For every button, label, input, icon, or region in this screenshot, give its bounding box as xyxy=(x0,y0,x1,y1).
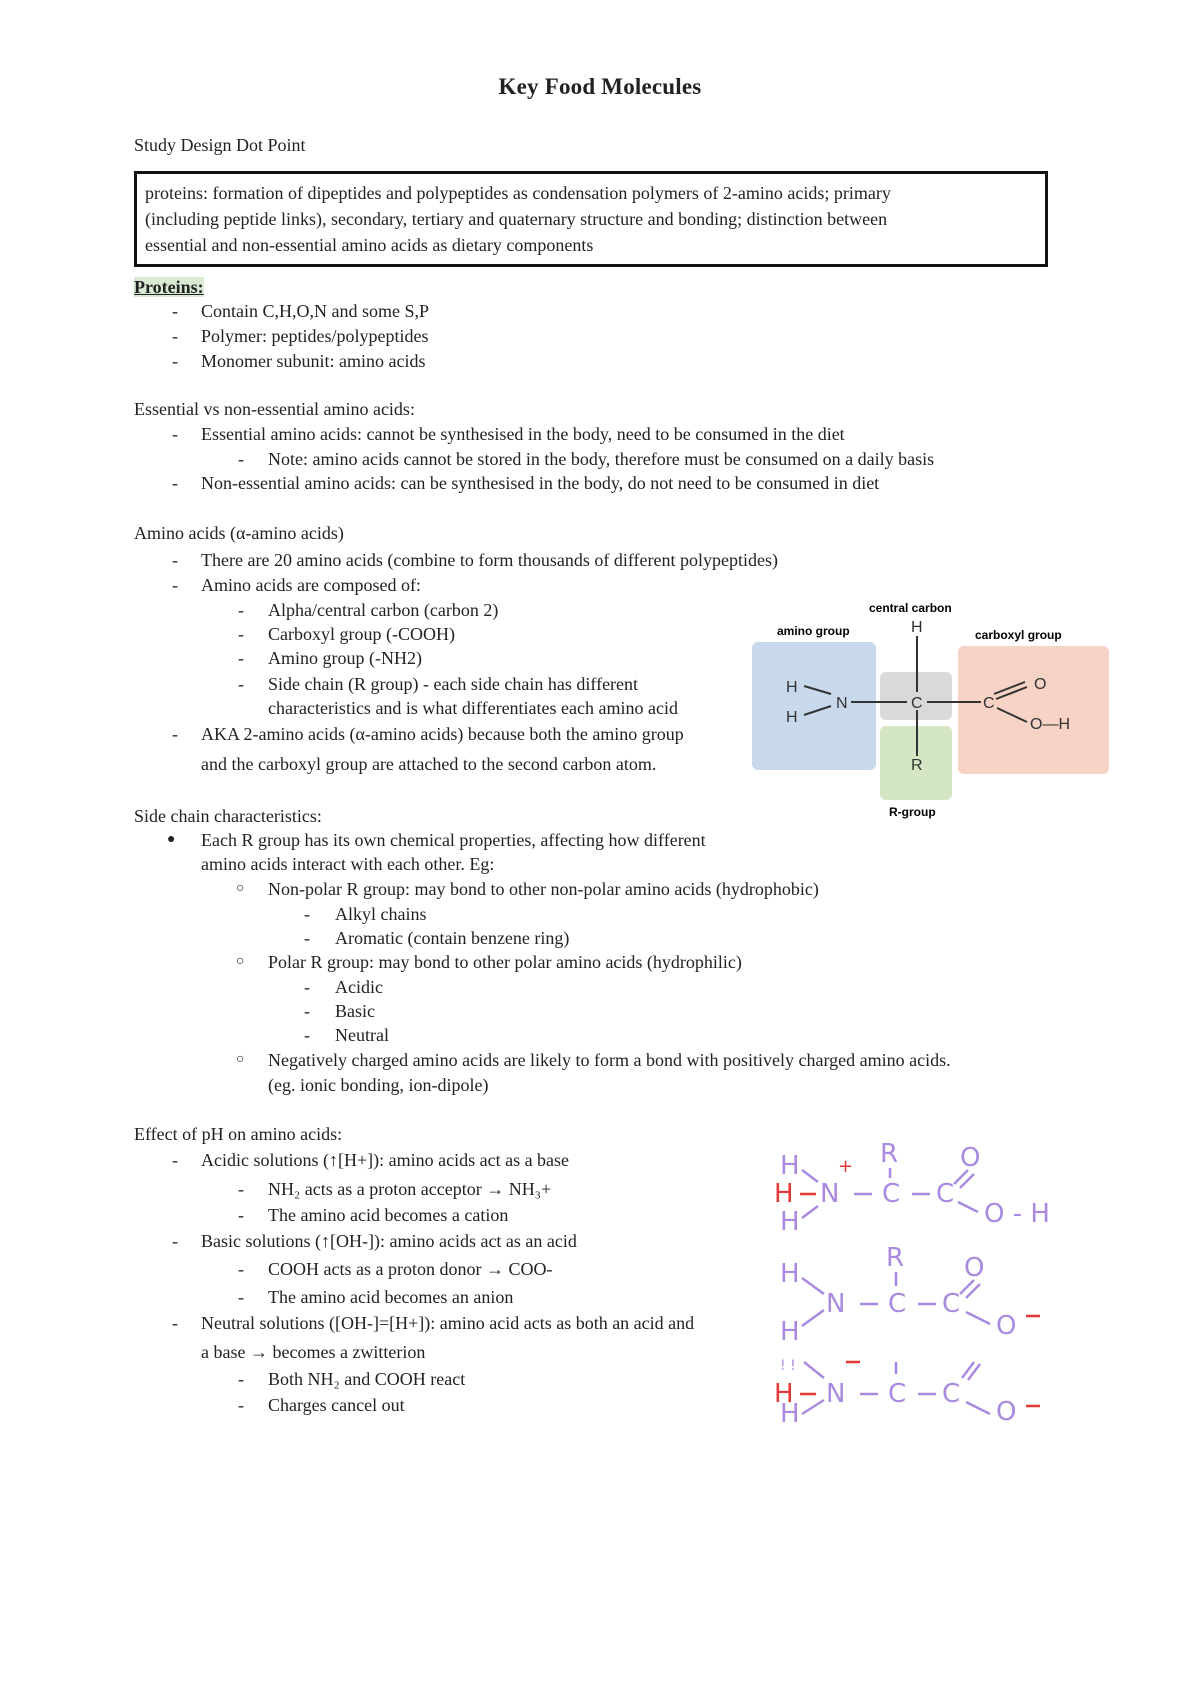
list-item: There are 20 amino acids (combine to form thousands of different polypeptides) xyxy=(201,550,778,570)
list-item: AKA 2-amino acids (α-amino acids) because both the amino group xyxy=(201,724,684,744)
carboxyl-group-label: carboxyl group xyxy=(975,628,1062,642)
circle-bullet-icon: ○ xyxy=(236,881,245,896)
list-item-continued: (eg. ionic bonding, ion-dipole) xyxy=(268,1075,489,1095)
list-item: Aromatic (contain benzene ring) xyxy=(335,928,570,948)
svg-text:O—H: O—H xyxy=(1030,716,1070,733)
svg-text:O: O xyxy=(960,1143,981,1173)
cation-structure xyxy=(774,1139,1050,1237)
svg-text:H: H xyxy=(786,679,798,696)
list-item: The amino acid becomes a cation xyxy=(268,1205,509,1225)
svg-text:O: O xyxy=(996,1311,1017,1341)
svg-text:C: C xyxy=(888,1289,907,1319)
list-item: Note: amino acids cannot be stored in the body, therefore must be consumed on a daily basis xyxy=(268,449,935,469)
circle-bullet-icon: ○ xyxy=(236,954,245,969)
list-item: Polymer: peptides/polypeptides xyxy=(201,326,429,346)
list-item: Negatively charged amino acids are likely to form a bond with positively charged amino acids. xyxy=(268,1050,951,1070)
list-item: Monomer subunit: amino acids xyxy=(201,351,426,371)
list-item: Essential amino acids: cannot be synthesised in the body, need to be consumed in the diet xyxy=(201,424,845,444)
list-item-continued: and the carboxyl group are attached to the second carbon atom. xyxy=(201,754,657,774)
anion-structure xyxy=(780,1243,1040,1347)
list-item-continued: characteristics and is what differentiates each amino acid xyxy=(268,698,678,718)
svg-text:C: C xyxy=(888,1379,907,1409)
svg-text:H: H xyxy=(780,1259,800,1289)
study-design-line: (including peptide links), secondary, tertiary and quaternary structure and bonding; distinction between xyxy=(145,209,888,229)
svg-text:O: O xyxy=(1034,676,1047,693)
side-chain-heading: Side chain characteristics: xyxy=(134,806,322,826)
svg-text:C: C xyxy=(936,1179,955,1209)
svg-text:C: C xyxy=(911,695,923,712)
list-item: Polar R group: may bond to other polar amino acids (hydrophilic) xyxy=(268,952,742,972)
zwitterion-structure xyxy=(774,1358,1040,1429)
list-item: Basic xyxy=(335,1001,375,1021)
list-item: Each R group has its own chemical properties, affecting how different xyxy=(201,830,706,850)
study-design-line: proteins: formation of dipeptides and polypeptides as condensation polymers of 2-amino acids; primary xyxy=(145,183,891,203)
bullet-icon: ● xyxy=(167,832,176,847)
svg-text:C: C xyxy=(882,1179,901,1209)
list-item: Acidic xyxy=(335,977,383,997)
list-item: Both NH₂ and COOH react xyxy=(268,1369,466,1389)
svg-text:O - H: O - H xyxy=(984,1199,1050,1229)
essential-heading: Essential vs non-essential amino acids: xyxy=(134,399,415,419)
study-design-label: Study Design Dot Point xyxy=(134,135,306,155)
svg-text:N: N xyxy=(826,1379,846,1409)
svg-text:! !: ! ! xyxy=(780,1358,796,1374)
svg-text:N: N xyxy=(826,1289,846,1319)
list-item: Amino acids are composed of: xyxy=(201,575,421,595)
list-item: Alkyl chains xyxy=(335,904,427,924)
list-item: NH₂ acts as a proton acceptor → NH₃+ xyxy=(268,1179,552,1199)
svg-text:O: O xyxy=(996,1397,1017,1427)
amino-group-label: amino group xyxy=(777,624,850,638)
list-item: Non-essential amino acids: can be synthesised in the body, do not need to be consumed in diet xyxy=(201,473,880,493)
svg-text:H: H xyxy=(780,1207,800,1237)
svg-text:H: H xyxy=(911,619,923,636)
central-carbon-label: central carbon xyxy=(869,601,952,615)
list-item-continued: a base → becomes a zwitterion xyxy=(201,1342,426,1362)
list-item: Carboxyl group (-COOH) xyxy=(268,624,455,644)
svg-text:O: O xyxy=(964,1253,985,1283)
list-item: Non-polar R group: may bond to other non-polar amino acids (hydrophobic) xyxy=(268,879,819,899)
list-item: Charges cancel out xyxy=(268,1395,405,1415)
list-item: Acidic solutions (↑[H+]): amino acids act as a base xyxy=(201,1150,570,1170)
svg-text:H: H xyxy=(780,1317,800,1347)
svg-text:N: N xyxy=(836,695,848,712)
list-item: Amino group (-NH2) xyxy=(268,648,422,668)
svg-text:N: N xyxy=(820,1179,840,1209)
list-item: Contain C,H,O,N and some S,P xyxy=(201,301,430,321)
amino-group-box xyxy=(752,642,876,770)
study-design-box xyxy=(134,171,1048,267)
svg-text:R: R xyxy=(886,1243,905,1273)
page-title: Key Food Molecules xyxy=(498,74,702,99)
list-item: Neutral solutions ([OH-]=[H+]): amino acid acts as both an acid and xyxy=(201,1313,695,1333)
ph-heading: Effect of pH on amino acids: xyxy=(134,1124,343,1144)
list-item: COOH acts as a proton donor → COO- xyxy=(268,1259,553,1279)
svg-text:C: C xyxy=(983,695,995,712)
carboxyl-group-box xyxy=(958,646,1109,774)
svg-text:H: H xyxy=(780,1399,800,1429)
document-page: Key Food Molecules Study Design Dot Point proteins: formation of dipeptides and polypeptides as condensation polymers of 2-amino acids; primary (including peptide links), secondary, tertiary and quaternary structure and bonding; distinction between essential and non-essential amino acids as dietary components Proteins: - Contain C,H,O,N and some S,P - Polymer: peptides/polypeptides - Monomer subunit: amino acids Essential vs non-essential amino acids: - Essential amino acids: cannot be synthesised in the body, need to be consumed in the diet - Note: amino acids cannot be stored in the body, therefore must be consumed on a daily basis - Non-essential amino acids: can be synthesised in the body, do not need to be consumed in diet Amino acids (α-amino acids) - There are 20 amino acids (combine to form thousands of different polypeptides) - Amino acids are composed of: - Alpha/central carbon (carbon 2) - Carboxyl group (-COOH) - Amino group (-NH2) - Side chain (R group) - each side chain has different characteristics and is what differentiates each amino acid - AKA 2-amino acids (α-amino acids) because both the amino group and the carboxyl group are attached to the second carbon atom. central carbon amino group carboxyl group R-group H H N H C C O O—H R Side chain characteristics: ● Each R group has its own chemical properties, affecting how different amino acids interact with each other. Eg: ○ Non-polar R group: may bond to other non-polar amino acids (hydrophobic) - Alkyl chains - Aromatic (contain benzene ring) ○ Polar R group: may bond to other polar amino acids (hydrophilic) - Acidic - Basic - Neutral ○ Negatively charged amino acids are likely to form a bond with positively charged amino acids. (eg. ionic bonding, ion-dipole) Effect of pH on amino acids: - Acidic solutions (↑[H+]): amino acids act as a base - NH₂ acts as a proton acceptor → NH₃+ - The amino acid becomes a cation - Basic solutions (↑[OH-]): amino acids act as an acid - COOH acts as a proton donor → COO- - The amino acid becomes an anion - Neutral solutions ([OH-]=[H+]): amino acid acts as both an acid and a base → becomes a zwitterion - Both NH₂ and COOH react - Charges cancel out H H N R C C O O - H H + H H N R C C O O ! ! H N C C O H xyxy=(0,0,1200,1698)
list-item: Basic solutions (↑[OH-]): amino acids act as an acid xyxy=(201,1231,577,1251)
r-group-label: R-group xyxy=(889,805,936,819)
svg-text:H: H xyxy=(774,1379,794,1409)
study-design-line: essential and non-essential amino acids as dietary components xyxy=(145,235,594,255)
list-item: Alpha/central carbon (carbon 2) xyxy=(268,600,499,620)
proteins-heading: Proteins: xyxy=(134,277,204,297)
amino-acid-structure-diagram xyxy=(745,598,1115,824)
svg-text:R: R xyxy=(880,1139,899,1169)
svg-text:C: C xyxy=(942,1289,961,1319)
svg-text:H: H xyxy=(774,1179,794,1209)
svg-text:C: C xyxy=(942,1379,961,1409)
amino-heading: Amino acids (α-amino acids) xyxy=(134,523,344,543)
svg-text:R: R xyxy=(911,757,923,774)
svg-text:+: + xyxy=(838,1156,854,1177)
circle-bullet-icon: ○ xyxy=(236,1052,245,1067)
list-item-continued: amino acids interact with each other. Eg: xyxy=(201,854,495,874)
ph-structures-drawing xyxy=(770,1130,1090,1430)
svg-text:H: H xyxy=(780,1151,800,1181)
list-item: Side chain (R group) - each side chain has different xyxy=(268,674,639,694)
list-item: Neutral xyxy=(335,1025,389,1045)
list-item: The amino acid becomes an anion xyxy=(268,1287,514,1307)
svg-text:H: H xyxy=(786,709,798,726)
